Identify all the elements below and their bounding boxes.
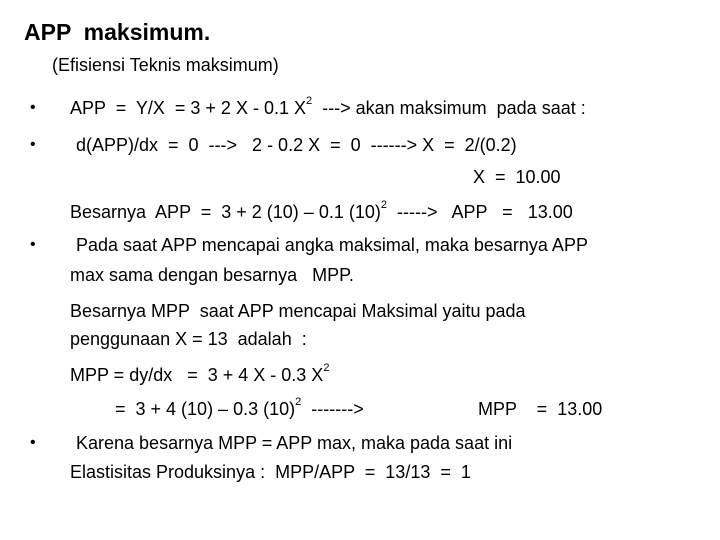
line-derivative: d(APP)/dx = 0 ---> 2 - 0.2 X = 0 ------> X = 2/(0.2) <box>76 135 517 155</box>
line-mpp-formula-sup: 2 <box>323 362 330 374</box>
line-mpp-equal: max sama dengan besarnya MPP. <box>70 265 354 285</box>
line-app-value-sup: 2 <box>380 199 387 211</box>
line-usage: penggunaan X = 13 adalah : <box>70 329 307 349</box>
line-app-max: Pada saat APP mencapai angka maksimal, maka besarnya APP <box>76 235 588 255</box>
line-app-value-a: Besarnya APP = 3 + 2 (10) – 0.1 (10) <box>70 202 381 222</box>
page-subtitle: (Efisiensi Teknis maksimum) <box>52 55 279 75</box>
line-elasticity: Elastisitas Produksinya : MPP/APP = 13/13 = 1 <box>70 462 471 482</box>
bullet-3: • <box>30 236 36 253</box>
page-title: APP maksimum. <box>24 19 211 45</box>
bullet-4: • <box>30 434 36 451</box>
line-app-formula <box>70 96 586 120</box>
line-mpp-calc-sup: 2 <box>295 396 302 408</box>
line-mpp-calc <box>115 397 364 421</box>
line-app-formula-sup: 2 <box>305 95 313 107</box>
line-mpp-formula-a: MPP = dy/dx = 3 + 4 X - 0.3 X <box>70 365 324 385</box>
line-mpp-result: MPP = 13.00 <box>478 399 603 419</box>
line-x-value: X = 10.00 <box>473 167 561 187</box>
line-mpp-calc-a: = 3 + 4 (10) – 0.3 (10) <box>115 399 296 419</box>
line-mpp-when: Besarnya MPP saat APP mencapai Maksimal yaitu pada <box>70 301 526 321</box>
line-app-value-b: -----> APP = 13.00 <box>386 202 573 222</box>
line-conclusion: Karena besarnya MPP = APP max, maka pada saat ini <box>76 433 513 453</box>
line-app-value <box>70 200 573 224</box>
line-app-formula-b: ---> akan maksimum pada saat : <box>312 98 586 118</box>
line-mpp-formula <box>70 363 329 387</box>
bullet-1: • <box>30 99 36 116</box>
line-app-formula-a: APP = Y/X = 3 + 2 X - 0.1 X <box>70 98 306 118</box>
bullet-2: • <box>30 136 36 153</box>
line-mpp-calc-b: -------> <box>301 399 364 419</box>
